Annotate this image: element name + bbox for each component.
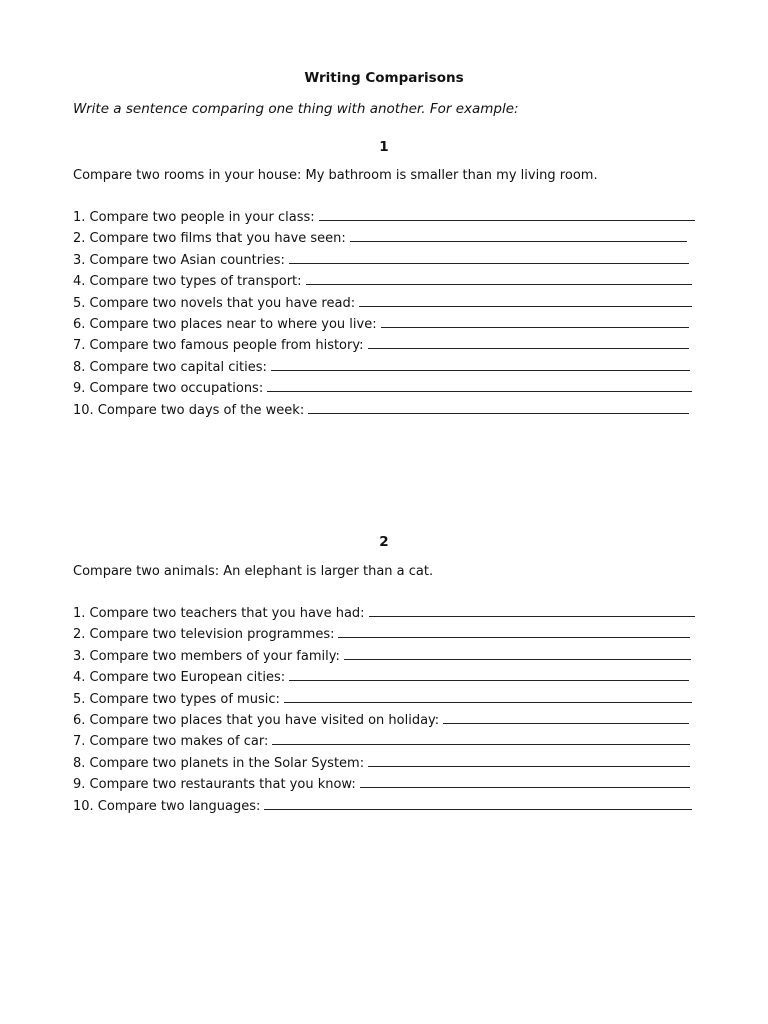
- answer-line[interactable]: [359, 294, 692, 307]
- answer-line[interactable]: [350, 229, 687, 242]
- question-text: 9. Compare two restaurants that you know:: [73, 777, 356, 793]
- question-item: [73, 775, 695, 796]
- question-item: [73, 604, 695, 625]
- question-item: [73, 647, 695, 668]
- answer-line[interactable]: [319, 208, 695, 221]
- answer-line[interactable]: [267, 379, 692, 392]
- answer-line[interactable]: [271, 358, 690, 371]
- question-item: [73, 251, 695, 272]
- answer-line[interactable]: [284, 690, 692, 703]
- question-text: 4. Compare two types of transport:: [73, 274, 302, 290]
- answer-line[interactable]: [344, 647, 691, 660]
- worksheet-instruction: Write a sentence comparing one thing with another. For example:: [73, 101, 519, 117]
- question-item: [73, 754, 695, 775]
- question-text: 6. Compare two places near to where you live:: [73, 316, 377, 332]
- section-1-example: Compare two rooms in your house: My bathroom is smaller than my living room.: [73, 168, 598, 183]
- question-item: [73, 625, 695, 646]
- question-text: 7. Compare two famous people from history:: [73, 338, 364, 354]
- question-text: 3. Compare two members of your family:: [73, 648, 340, 664]
- question-text: 3. Compare two Asian countries:: [73, 252, 285, 268]
- answer-line[interactable]: [289, 668, 689, 681]
- answer-line[interactable]: [264, 797, 692, 810]
- question-item: [73, 358, 695, 379]
- question-text: 5. Compare two novels that you have read:: [73, 295, 356, 311]
- question-text: 4. Compare two European cities:: [73, 670, 286, 686]
- question-text: 6. Compare two places that you have visited on holiday:: [73, 712, 440, 728]
- question-item: [73, 336, 695, 357]
- answer-line[interactable]: [272, 732, 690, 745]
- answer-line[interactable]: [369, 604, 695, 617]
- question-item: [73, 732, 695, 753]
- answer-line[interactable]: [381, 315, 689, 328]
- answer-line[interactable]: [338, 625, 690, 638]
- question-item: [73, 690, 695, 711]
- answer-line[interactable]: [443, 711, 689, 724]
- question-text: 7. Compare two makes of car:: [73, 734, 269, 750]
- section-2-question-list: [73, 604, 695, 818]
- section-1-number: 1: [379, 139, 389, 155]
- question-item: [73, 315, 695, 336]
- answer-line[interactable]: [308, 401, 689, 414]
- question-item: [73, 208, 695, 229]
- question-text: 1. Compare two people in your class:: [73, 210, 315, 225]
- question-text: 10. Compare two days of the week:: [73, 402, 305, 418]
- answer-line[interactable]: [289, 251, 689, 264]
- question-text: 9. Compare two occupations:: [73, 381, 264, 397]
- section-2-example: Compare two animals: An elephant is larger than a cat.: [73, 564, 434, 579]
- question-item: [73, 711, 695, 732]
- answer-line[interactable]: [368, 754, 690, 767]
- question-text: 2. Compare two films that you have seen:: [73, 231, 346, 247]
- answer-line[interactable]: [306, 272, 692, 285]
- question-item: [73, 401, 695, 422]
- question-text: 8. Compare two capital cities:: [73, 359, 267, 375]
- answer-line[interactable]: [368, 336, 690, 349]
- question-item: [73, 797, 695, 818]
- answer-line[interactable]: [360, 775, 690, 788]
- question-text: 1. Compare two teachers that you have had:: [73, 606, 365, 621]
- question-text: 2. Compare two television programmes:: [73, 627, 335, 643]
- question-item: [73, 294, 695, 315]
- section-1-question-list: [73, 208, 695, 422]
- question-item: [73, 668, 695, 689]
- question-text: 5. Compare two types of music:: [73, 691, 280, 707]
- section-2-number: 2: [379, 534, 389, 550]
- question-item: [73, 272, 695, 293]
- worksheet-title: Writing Comparisons: [304, 70, 464, 86]
- question-text: 10. Compare two languages:: [73, 798, 261, 814]
- question-item: [73, 229, 695, 250]
- question-text: 8. Compare two planets in the Solar System:: [73, 755, 365, 771]
- question-item: [73, 379, 695, 400]
